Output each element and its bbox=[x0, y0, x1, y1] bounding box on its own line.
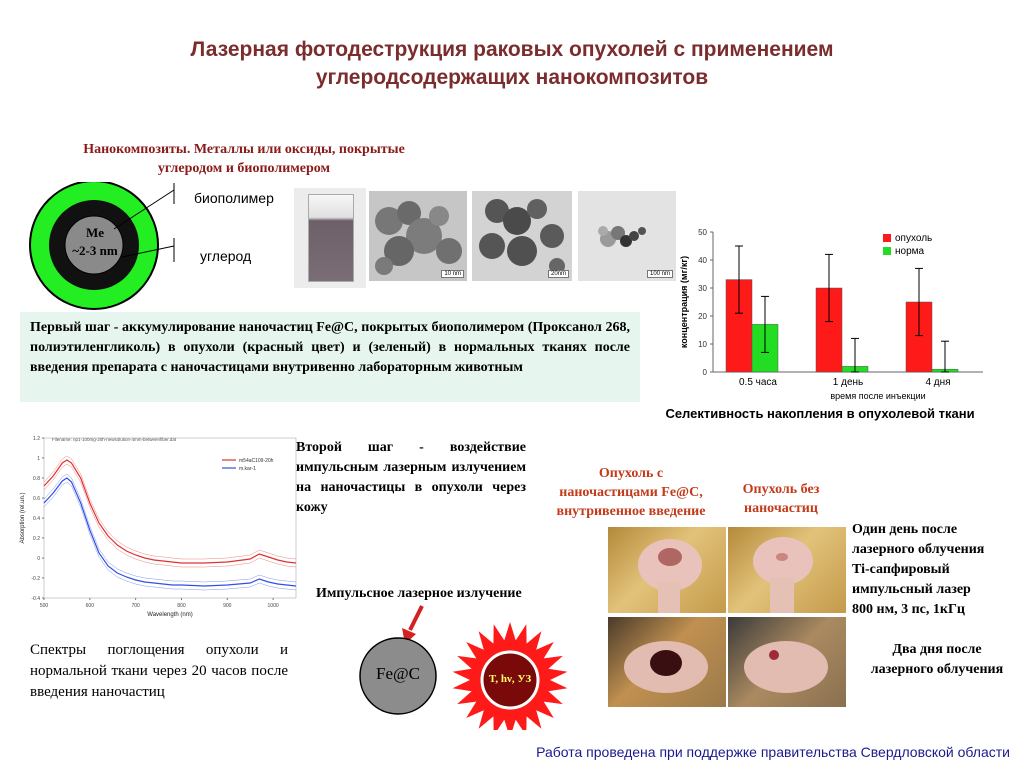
biopolymer-label: биополимер bbox=[194, 190, 274, 206]
mouse-photo-without-day2 bbox=[728, 617, 846, 707]
tem-micrograph-2 bbox=[472, 191, 572, 281]
after-day-line2: лазерного облучения bbox=[852, 542, 985, 557]
spectra-y-axis-label: Absorption (rel.un.) bbox=[20, 492, 26, 544]
spectra-x-tick-label-2: 700 bbox=[131, 603, 140, 609]
particle-label: Fe@C bbox=[376, 664, 420, 683]
spectra-legend-label-1: m.kar-1 bbox=[239, 466, 256, 472]
spectra-y-tick-label-3: 0.2 bbox=[33, 536, 40, 542]
spectra-y-tick-label-2: 0 bbox=[37, 556, 40, 562]
tem-micrograph-1 bbox=[369, 191, 467, 281]
after-day-caption bbox=[852, 520, 1022, 620]
tumor-without-line1: Опухоль без bbox=[742, 482, 820, 497]
spectra-y-tick-label-6: 0.8 bbox=[33, 476, 40, 482]
y-tick-label-4: 40 bbox=[698, 256, 707, 265]
spectra-y-tick-label-8: 1.2 bbox=[33, 436, 40, 442]
legend-swatch-норма bbox=[883, 247, 891, 255]
spectra-y-tick-label-4: 0.4 bbox=[33, 516, 40, 522]
spectra-x-tick-label-1: 600 bbox=[85, 603, 94, 609]
spectra-x-axis-label: Wavelength (nm) bbox=[147, 612, 193, 618]
nanocomposite-caption bbox=[40, 140, 448, 178]
tumor-with-caption bbox=[532, 464, 730, 521]
step2-text: Второй шаг - воздействие импульсным лазерным излучением на наночастицы в опухоли через кожу bbox=[296, 440, 526, 515]
x-axis-label: время после инъекции bbox=[830, 391, 926, 401]
spectra-x-tick-label-4: 900 bbox=[223, 603, 232, 609]
absorption-spectra-chart bbox=[10, 428, 300, 618]
tumor-with-line3: внутривенное введение bbox=[556, 504, 706, 519]
micrograph-1-scale: 10 nm bbox=[441, 270, 464, 278]
spectra-caption: Спектры поглощения опухоли и нормальной ткани через 20 часов после введения наночастиц bbox=[30, 642, 288, 700]
micrograph-3-scale: 100 nm bbox=[647, 270, 673, 278]
spectra-x-tick-label-5: 1000 bbox=[267, 603, 279, 609]
core-label bbox=[50, 224, 140, 260]
spectra-y-tick-label-5: 0.6 bbox=[33, 496, 40, 502]
spectra-x-tick-label-0: 500 bbox=[39, 603, 49, 609]
after-two-days-caption bbox=[852, 640, 1022, 680]
mouse-photo-with-day1 bbox=[608, 527, 726, 613]
y-axis-label: концентрация (мг/кг) bbox=[679, 255, 689, 349]
legend-swatch-опухоль bbox=[883, 234, 891, 242]
y-tick-label-0: 0 bbox=[702, 368, 707, 377]
burst-label: T, hν, УЗ bbox=[488, 673, 532, 685]
page-title-line1: Лазерная фотодеструкция раковых опухолей с применением bbox=[190, 38, 834, 61]
nanocomposite-caption-line2: углеродом и биополимером bbox=[157, 161, 331, 176]
after-day-line4: импульсный лазер bbox=[852, 582, 971, 597]
tem-micrograph-3 bbox=[578, 191, 676, 281]
step1-text: Первый шаг - аккумулирование наночастиц Fe@C, покрытых биополимером (Проксанол 268, полиэтиленгликоль) в опухоли (красный цвет) и (зеленый) в нормальных тканях после введения препарата с наночастицами внутривенно лабораторным животным bbox=[20, 312, 640, 402]
spectra-y-tick-label-7: 1 bbox=[37, 456, 40, 462]
x-tick-label-1: 1 день bbox=[832, 377, 864, 388]
after-two-days-line2: лазерного облучения bbox=[870, 662, 1004, 677]
y-tick-label-2: 20 bbox=[698, 312, 707, 321]
accumulation-bar-chart bbox=[675, 222, 1015, 402]
carbon-label: углерод bbox=[200, 248, 252, 264]
core-size: ~2-3 nm bbox=[72, 243, 118, 258]
mouse-photo-with-day2 bbox=[608, 617, 726, 707]
x-tick-label-0: 0.5 часа bbox=[738, 377, 778, 388]
tumor-with-line2: наночастицами Fe@C, bbox=[559, 485, 703, 500]
spectra-title: Filename: np1-100mg-20h-newsolution-4mm-betweenfiber.dat bbox=[52, 437, 177, 442]
spectra-legend-label-0: m54aC109-20h bbox=[239, 458, 274, 464]
page-title bbox=[40, 36, 984, 92]
nanocomposite-caption-line1: Нанокомпозиты. Металлы или оксиды, покрытые bbox=[83, 142, 405, 157]
tumor-without-line2: наночастиц bbox=[744, 501, 818, 516]
tumor-with-line1: Опухоль с bbox=[598, 466, 664, 481]
footer-note: Работа проведена при поддержке правительства Свердловской области bbox=[536, 744, 1010, 760]
mouse-photo-without-day1 bbox=[728, 527, 846, 613]
after-day-line5: 800 нм, 3 пс, 1кГц bbox=[852, 602, 965, 617]
tumor-without-caption bbox=[726, 480, 836, 518]
laser-label: Импульсное лазерное излучение bbox=[316, 586, 522, 601]
after-two-days-line1: Два дня после bbox=[892, 642, 982, 657]
spectra-y-tick-label-1: -0.2 bbox=[31, 576, 40, 582]
core-label-name: Me bbox=[85, 225, 105, 240]
x-tick-label-2: 4 дня bbox=[925, 377, 951, 388]
after-day-line3: Ti-сапфировый bbox=[852, 562, 950, 577]
vial-photo bbox=[294, 188, 366, 288]
after-day-line1: Один день после bbox=[852, 522, 958, 537]
legend-label-опухоль: опухоль bbox=[895, 233, 933, 244]
y-tick-label-1: 10 bbox=[698, 340, 707, 349]
spectra-y-tick-label-0: -0.4 bbox=[31, 596, 40, 602]
spectra-x-tick-label-3: 800 bbox=[177, 603, 186, 609]
legend-label-норма: норма bbox=[895, 246, 925, 257]
y-tick-label-3: 30 bbox=[698, 284, 707, 293]
micrograph-2-scale: 20nm bbox=[548, 270, 569, 278]
page-title-line2: углеродсодержащих нанокомпозитов bbox=[315, 66, 709, 89]
y-tick-label-5: 50 bbox=[698, 228, 707, 237]
laser-arrow bbox=[410, 606, 422, 630]
bar-chart-caption: Селективность накопления в опухолевой ткани bbox=[665, 406, 975, 421]
